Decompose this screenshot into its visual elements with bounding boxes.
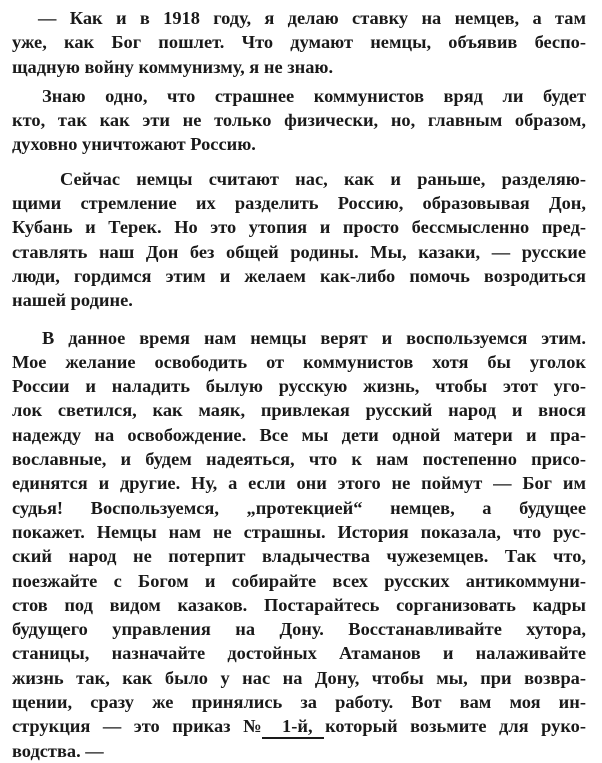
- text-line: покажет. Немцы нам не страшны. История показала, что рус-: [12, 521, 586, 542]
- text-line: надежду на освобождение. Все мы дети одной матери и пра-: [12, 424, 586, 445]
- text-line: щими стремление их разделить Россию, образовывая Дон,: [12, 193, 586, 214]
- text-line: вославные, и будем надеяться, что к нам постепенно присо-: [12, 449, 586, 470]
- text-line: Сейчас немцы считают нас, как и раньше, разделяю-: [60, 168, 586, 189]
- text-line: ский народ не потерпит владычества чужеземцев. Так что,: [12, 546, 586, 567]
- text-line: лок светился, как маяк, привлекая русский народ и внося: [12, 400, 586, 421]
- section-divider: [262, 737, 324, 739]
- text-line: станицы, назначайте достойных Атаманов и налаживайте: [12, 643, 586, 664]
- text-line: России и наладить былую русскую жизнь, чтобы этот уго-: [12, 376, 586, 397]
- text-line: жизнь так, как было у нас на Дону, чтобы мы, при возвра-: [12, 667, 586, 688]
- text-line: стов под видом казаков. Постарайтесь сорганизовать кадры: [12, 594, 586, 615]
- text-line: будущего управления на Дону. Восстанавливайте хутора,: [12, 619, 586, 640]
- text-line: судья! Воспользуемся, „протекцией“ немцев, а будущее: [12, 497, 586, 518]
- paragraph-4: [12, 326, 586, 763]
- text-line: щении, сразу же принялись за работу. Вот вам моя ин-: [12, 692, 586, 713]
- text-line: люди, гордимся этим и желаем как-либо помочь возродиться: [12, 265, 586, 286]
- paragraph-1: [12, 6, 586, 79]
- paragraph-2: [12, 84, 586, 157]
- text-line: нашей родине.: [12, 290, 133, 311]
- text-line: Мое желание освободить от коммунистов хотя бы уголок: [12, 351, 586, 372]
- text-line: кто, так как эти не только физически, но, главным образом,: [12, 110, 586, 131]
- text-line: водства. —: [12, 740, 104, 761]
- text-line: В данное время нам немцы верят и воспользуемся этим.: [42, 327, 586, 348]
- text-line: поезжайте с Богом и собирайте всех русских антикоммуни-: [12, 570, 586, 591]
- text-line: духовно уничтожают Россию.: [12, 134, 256, 155]
- text-line: уже, как Бог пошлет. Что думают немцы, объявив беспо-: [12, 32, 586, 53]
- text-line: Знаю одно, что страшнее коммунистов вряд ли будет: [42, 85, 586, 106]
- text-line: ставлять наш Дон без общей родины. Мы, казаки, — русские: [12, 241, 586, 262]
- text-line: — Как и в 1918 году, я делаю ставку на немцев, а там: [38, 8, 586, 28]
- text-line: струкция — это приказ № 1-й, который возьмите для руко-: [12, 716, 586, 737]
- text-line: щадную войну коммунизму, я не знаю.: [12, 56, 334, 77]
- text-line: Кубань и Терек. Но это утопия и просто бессмысленно пред-: [12, 217, 586, 238]
- paragraph-3: [12, 167, 586, 313]
- text-line: единятся и другие. Ну, а если они этого не поймут — Бог им: [12, 473, 586, 494]
